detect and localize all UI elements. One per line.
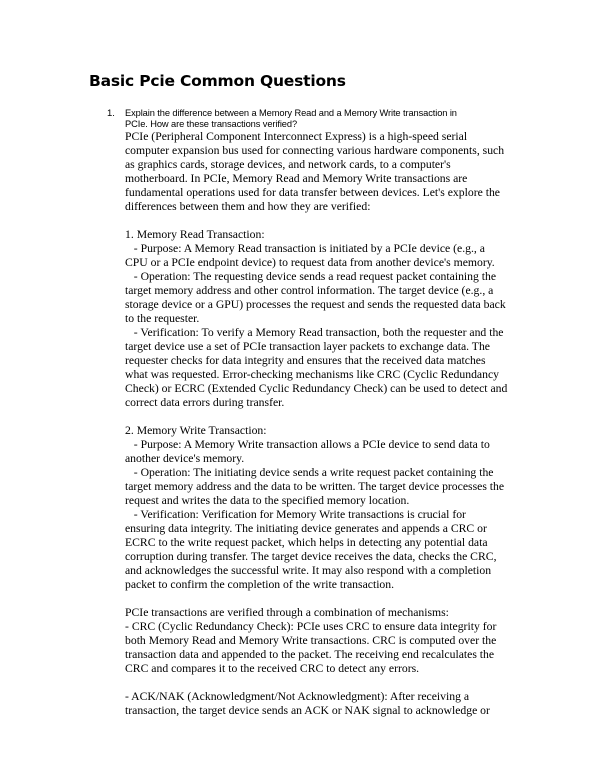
answer-line: 1. Memory Read Transaction:	[125, 228, 265, 241]
document-title: Basic Pcie Common Questions	[89, 72, 346, 90]
answer-line: requester checks for data integrity and ensures that the received data matches	[125, 354, 486, 367]
paragraph-gap	[125, 214, 515, 228]
answer-line: - Purpose: A Memory Read transaction is initiated by a PCIe device (e.g., a	[125, 242, 485, 255]
question-number: 1.	[107, 108, 115, 119]
answer-line: to the requester.	[125, 312, 200, 325]
answer-line: as graphics cards, storage devices, and network cards, to a computer's	[125, 158, 451, 171]
answer-line: PCIe transactions are verified through a combination of mechanisms:	[125, 606, 449, 619]
answer-line: motherboard. In PCIe, Memory Read and Memory Write transactions are	[125, 172, 468, 185]
answer-line: computer expansion bus used for connecting various hardware components, such	[125, 144, 505, 157]
answer-line: - Operation: The requesting device sends a read request packet containing the	[125, 270, 497, 283]
answer-line: - ACK/NAK (Acknowledgment/Not Acknowledgment): After receiving a	[125, 690, 470, 703]
answer-line: CRC and compares it to the received CRC to detect any errors.	[125, 662, 420, 675]
answer-line: transaction data and appended to the packet. The receiving end recalculates the	[125, 648, 495, 661]
question-line: PCIe. How are these transactions verified?	[125, 119, 298, 129]
answer-line: - Verification: Verification for Memory Write transactions is crucial for	[125, 508, 466, 521]
answer-line: what was requested. Error-checking mechanisms like CRC (Cyclic Redundancy	[125, 368, 499, 381]
answer-line: ECRC to the write request packet, which helps in detecting any potential data	[125, 536, 488, 549]
answer-line: PCIe (Peripheral Component Interconnect Express) is a high-speed serial	[125, 130, 468, 143]
answer-line: storage device or a GPU) processes the request and sends the requested data back	[125, 298, 506, 311]
paragraph-gap	[125, 592, 515, 606]
answer-line: target memory address and the data to be written. The target device processes the	[125, 480, 505, 493]
answer-line: target device use a set of PCIe transaction layer packets to exchange data. The	[125, 340, 490, 353]
answer-line: packet to confirm the completion of the write transaction.	[125, 578, 395, 591]
answer-line: both Memory Read and Memory Write transactions. CRC is computed over the	[125, 634, 497, 647]
answer-line: target memory address and other control information. The target device (e.g., a	[125, 284, 494, 297]
paragraph-gap	[125, 676, 515, 690]
answer-body	[125, 130, 515, 718]
answer-line: another device's memory.	[125, 452, 245, 465]
answer-line: transaction, the target device sends an ACK or NAK signal to acknowledge or	[125, 704, 490, 717]
answer-line: corruption during transfer. The target device receives the data, checks the CRC,	[125, 550, 497, 563]
answer-line: ensuring data integrity. The initiating device generates and appends a CRC or	[125, 522, 487, 535]
question-text	[125, 108, 525, 130]
answer-line: request and writes the data to the specified memory location.	[125, 494, 410, 507]
answer-line: - Verification: To verify a Memory Read transaction, both the requester and the	[125, 326, 504, 339]
answer-line: 2. Memory Write Transaction:	[125, 424, 267, 437]
answer-line: - Purpose: A Memory Write transaction allows a PCIe device to send data to	[125, 438, 490, 451]
answer-line: Check) or ECRC (Extended Cyclic Redundancy Check) can be used to detect and	[125, 382, 508, 395]
paragraph-gap	[125, 410, 515, 424]
answer-line: fundamental operations used for data transfer between devices. Let's explore the	[125, 186, 500, 199]
answer-line: and acknowledges the successful write. It may also respond with a completion	[125, 564, 492, 577]
answer-line: CPU or a PCIe endpoint device) to request data from another device's memory.	[125, 256, 495, 269]
answer-line: - Operation: The initiating device sends a write request packet containing the	[125, 466, 494, 479]
answer-line: - CRC (Cyclic Redundancy Check): PCIe uses CRC to ensure data integrity for	[125, 620, 497, 633]
question-line: Explain the difference between a Memory Read and a Memory Write transaction in	[125, 108, 457, 118]
answer-line: differences between them and how they are verified:	[125, 200, 371, 213]
answer-line: correct data errors during transfer.	[125, 396, 285, 409]
